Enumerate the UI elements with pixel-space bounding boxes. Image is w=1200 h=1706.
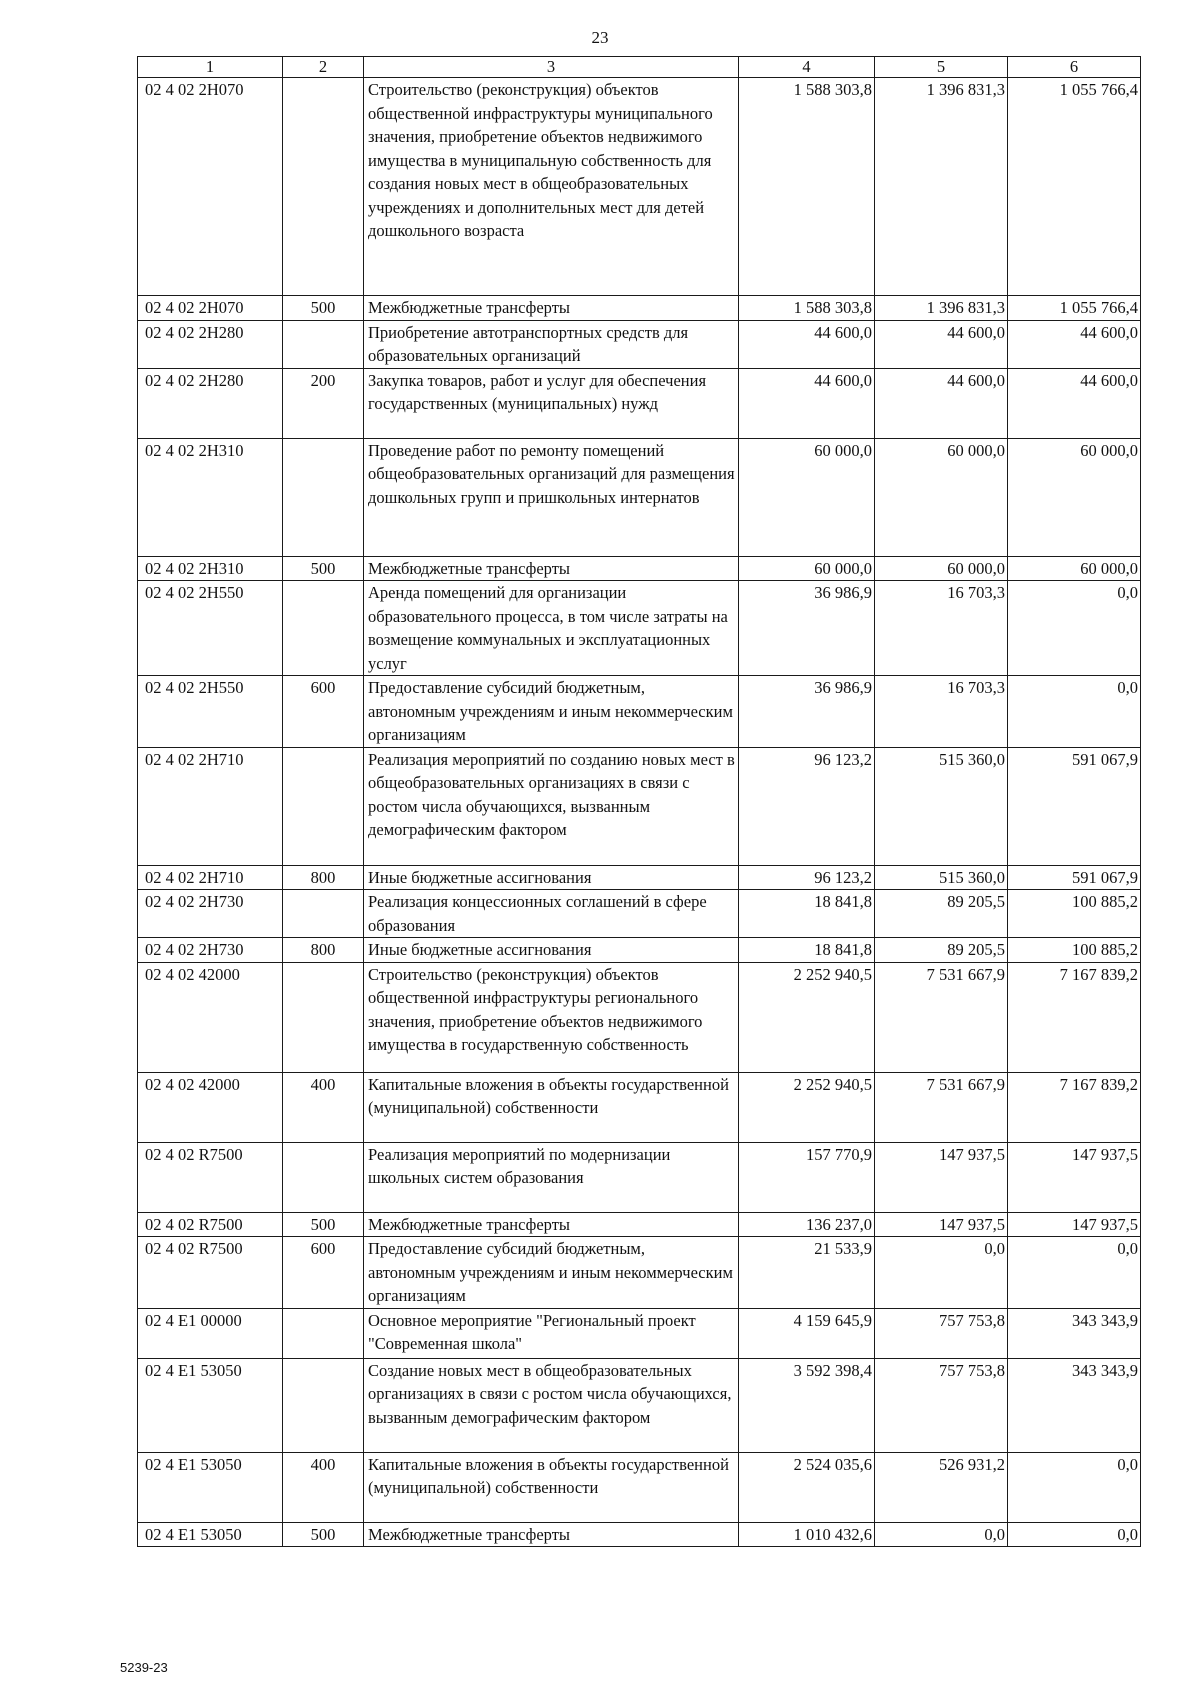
table-row — [138, 1237, 1141, 1309]
row-value-col6: 1 055 766,4 — [1008, 78, 1141, 296]
row-code-cell: 02 4 02 2Н550 — [138, 581, 283, 676]
row-value-col5: 89 205,5 — [875, 938, 1008, 963]
row-expense-type-cell — [283, 1308, 364, 1358]
row-value-col6: 7 167 839,2 — [1008, 962, 1141, 1072]
row-code-cell: 02 4 02 2Н730 — [138, 938, 283, 963]
table-row — [138, 581, 1141, 676]
row-code-cell: 02 4 02 2Н310 — [138, 556, 283, 581]
row-value-col5: 7 531 667,9 — [875, 962, 1008, 1072]
row-expense-type-cell — [283, 747, 364, 865]
row-name-cell: Межбюджетные трансферты — [364, 556, 739, 581]
row-code-cell: 02 4 02 2Н550 — [138, 676, 283, 748]
column-header: 2 — [283, 57, 364, 78]
row-name-cell: Капитальные вложения в объекты государственной (муниципальной) собственности — [364, 1452, 739, 1522]
row-value-col4: 44 600,0 — [739, 320, 875, 368]
row-expense-type-cell: 800 — [283, 938, 364, 963]
row-name-cell: Реализация концессионных соглашений в сфере образования — [364, 890, 739, 938]
table-row — [138, 865, 1141, 890]
row-code-cell: 02 4 E1 53050 — [138, 1522, 283, 1547]
table-row — [138, 1308, 1141, 1358]
row-code-cell: 02 4 E1 53050 — [138, 1452, 283, 1522]
row-value-col5: 757 753,8 — [875, 1308, 1008, 1358]
row-name-cell: Межбюджетные трансферты — [364, 1522, 739, 1547]
row-name-cell: Иные бюджетные ассигнования — [364, 938, 739, 963]
row-value-col6: 0,0 — [1008, 1237, 1141, 1309]
row-expense-type-cell: 500 — [283, 296, 364, 321]
row-code-cell: 02 4 02 2Н730 — [138, 890, 283, 938]
row-expense-type-cell: 400 — [283, 1072, 364, 1142]
row-code-cell: 02 4 02 2Н710 — [138, 747, 283, 865]
row-value-col4: 44 600,0 — [739, 368, 875, 438]
row-name-cell: Приобретение автотранспортных средств для образовательных организаций — [364, 320, 739, 368]
row-value-col6: 1 055 766,4 — [1008, 296, 1141, 321]
document-code: 5239-23 — [120, 1660, 168, 1675]
row-value-col5: 526 931,2 — [875, 1452, 1008, 1522]
row-expense-type-cell — [283, 890, 364, 938]
row-value-col4: 96 123,2 — [739, 747, 875, 865]
row-value-col4: 3 592 398,4 — [739, 1358, 875, 1452]
row-value-col6: 7 167 839,2 — [1008, 1072, 1141, 1142]
row-value-col5: 60 000,0 — [875, 556, 1008, 581]
row-name-cell: Аренда помещений для организации образовательного процесса, в том числе затраты на возмещение коммунальных и эксплуатационных услуг — [364, 581, 739, 676]
row-value-col5: 515 360,0 — [875, 747, 1008, 865]
row-value-col6: 0,0 — [1008, 581, 1141, 676]
table-row — [138, 938, 1141, 963]
row-name-cell: Строительство (реконструкция) объектов общественной инфраструктуры муниципального значения, приобретение объектов недвижимого имущества в муниципальную собственность для создания новых мест в общеобразовательных учреждениях и дополнительных мест для детей дошкольного возраста — [364, 78, 739, 296]
column-header: 1 — [138, 57, 283, 78]
row-expense-type-cell — [283, 438, 364, 556]
row-code-cell: 02 4 02 42000 — [138, 1072, 283, 1142]
row-name-cell: Реализация мероприятий по модернизации школьных систем образования — [364, 1142, 739, 1212]
row-name-cell: Создание новых мест в общеобразовательных организациях в связи с ростом числа обучающихся, вызванным демографическим фактором — [364, 1358, 739, 1452]
row-value-col6: 343 343,9 — [1008, 1308, 1141, 1358]
row-value-col4: 2 252 940,5 — [739, 962, 875, 1072]
row-value-col6: 343 343,9 — [1008, 1358, 1141, 1452]
table-row — [138, 368, 1141, 438]
row-value-col4: 96 123,2 — [739, 865, 875, 890]
row-value-col4: 21 533,9 — [739, 1237, 875, 1309]
row-value-col6: 100 885,2 — [1008, 938, 1141, 963]
row-value-col6: 100 885,2 — [1008, 890, 1141, 938]
column-header: 3 — [364, 57, 739, 78]
row-value-col4: 2 524 035,6 — [739, 1452, 875, 1522]
row-value-col5: 147 937,5 — [875, 1212, 1008, 1237]
table-row — [138, 438, 1141, 556]
row-value-col4: 1 588 303,8 — [739, 78, 875, 296]
table-row — [138, 556, 1141, 581]
table-row — [138, 320, 1141, 368]
table-row — [138, 890, 1141, 938]
row-value-col5: 44 600,0 — [875, 368, 1008, 438]
row-value-col5: 60 000,0 — [875, 438, 1008, 556]
row-code-cell: 02 4 E1 53050 — [138, 1358, 283, 1452]
column-header: 4 — [739, 57, 875, 78]
row-expense-type-cell: 200 — [283, 368, 364, 438]
row-value-col5: 44 600,0 — [875, 320, 1008, 368]
row-value-col4: 4 159 645,9 — [739, 1308, 875, 1358]
row-value-col6: 591 067,9 — [1008, 865, 1141, 890]
row-name-cell: Иные бюджетные ассигнования — [364, 865, 739, 890]
row-value-col4: 18 841,8 — [739, 890, 875, 938]
column-header: 6 — [1008, 57, 1141, 78]
budget-table — [137, 56, 1141, 1547]
row-expense-type-cell: 600 — [283, 676, 364, 748]
row-name-cell: Капитальные вложения в объекты государственной (муниципальной) собственности — [364, 1072, 739, 1142]
row-name-cell: Реализация мероприятий по созданию новых мест в общеобразовательных организациях в связи с ростом числа обучающихся, вызванным демографическим фактором — [364, 747, 739, 865]
row-code-cell: 02 4 02 2Н710 — [138, 865, 283, 890]
row-name-cell: Закупка товаров, работ и услуг для обеспечения государственных (муниципальных) нужд — [364, 368, 739, 438]
row-value-col5: 757 753,8 — [875, 1358, 1008, 1452]
row-name-cell: Строительство (реконструкция) объектов общественной инфраструктуры регионального значения, приобретение объектов недвижимого имущества в государственную собственность — [364, 962, 739, 1072]
table-row — [138, 1522, 1141, 1547]
row-value-col6: 591 067,9 — [1008, 747, 1141, 865]
row-name-cell: Основное мероприятие "Региональный проект "Современная школа" — [364, 1308, 739, 1358]
row-value-col4: 60 000,0 — [739, 438, 875, 556]
row-code-cell: 02 4 02 2Н280 — [138, 320, 283, 368]
row-code-cell: 02 4 02 R7500 — [138, 1237, 283, 1309]
table-row — [138, 296, 1141, 321]
row-value-col6: 0,0 — [1008, 1522, 1141, 1547]
row-value-col6: 147 937,5 — [1008, 1142, 1141, 1212]
row-name-cell: Межбюджетные трансферты — [364, 1212, 739, 1237]
row-code-cell: 02 4 02 2Н310 — [138, 438, 283, 556]
row-value-col6: 44 600,0 — [1008, 368, 1141, 438]
table-row — [138, 962, 1141, 1072]
page-number: 23 — [591, 28, 609, 47]
row-value-col4: 60 000,0 — [739, 556, 875, 581]
row-value-col5: 515 360,0 — [875, 865, 1008, 890]
row-expense-type-cell: 600 — [283, 1237, 364, 1309]
row-code-cell: 02 4 E1 00000 — [138, 1308, 283, 1358]
table-row — [138, 676, 1141, 748]
table-row — [138, 1072, 1141, 1142]
table-row — [138, 78, 1141, 296]
row-code-cell: 02 4 02 2Н070 — [138, 78, 283, 296]
row-expense-type-cell: 800 — [283, 865, 364, 890]
row-expense-type-cell — [283, 320, 364, 368]
row-value-col5: 1 396 831,3 — [875, 78, 1008, 296]
row-code-cell: 02 4 02 2Н070 — [138, 296, 283, 321]
row-value-col4: 136 237,0 — [739, 1212, 875, 1237]
row-code-cell: 02 4 02 2Н280 — [138, 368, 283, 438]
row-value-col4: 1 010 432,6 — [739, 1522, 875, 1547]
table-row — [138, 1452, 1141, 1522]
row-value-col4: 2 252 940,5 — [739, 1072, 875, 1142]
row-value-col5: 0,0 — [875, 1522, 1008, 1547]
row-expense-type-cell: 500 — [283, 1212, 364, 1237]
row-value-col6: 60 000,0 — [1008, 556, 1141, 581]
row-expense-type-cell: 400 — [283, 1452, 364, 1522]
row-value-col5: 89 205,5 — [875, 890, 1008, 938]
row-expense-type-cell — [283, 962, 364, 1072]
row-expense-type-cell — [283, 1142, 364, 1212]
row-value-col6: 60 000,0 — [1008, 438, 1141, 556]
row-code-cell: 02 4 02 R7500 — [138, 1212, 283, 1237]
row-name-cell: Межбюджетные трансферты — [364, 296, 739, 321]
row-value-col6: 0,0 — [1008, 1452, 1141, 1522]
column-header: 5 — [875, 57, 1008, 78]
row-value-col4: 36 986,9 — [739, 581, 875, 676]
row-expense-type-cell: 500 — [283, 1522, 364, 1547]
row-value-col6: 0,0 — [1008, 676, 1141, 748]
row-value-col5: 16 703,3 — [875, 676, 1008, 748]
row-value-col4: 1 588 303,8 — [739, 296, 875, 321]
row-expense-type-cell: 500 — [283, 556, 364, 581]
row-value-col4: 157 770,9 — [739, 1142, 875, 1212]
row-code-cell: 02 4 02 R7500 — [138, 1142, 283, 1212]
table-row — [138, 747, 1141, 865]
row-value-col5: 7 531 667,9 — [875, 1072, 1008, 1142]
row-expense-type-cell — [283, 581, 364, 676]
row-name-cell: Проведение работ по ремонту помещений общеобразовательных организаций для размещения дошкольных групп и пришкольных интернатов — [364, 438, 739, 556]
row-name-cell: Предоставление субсидий бюджетным, автономным учреждениям и иным некоммерческим организациям — [364, 676, 739, 748]
row-value-col5: 0,0 — [875, 1237, 1008, 1309]
row-value-col5: 1 396 831,3 — [875, 296, 1008, 321]
row-value-col4: 36 986,9 — [739, 676, 875, 748]
table-row — [138, 1142, 1141, 1212]
row-expense-type-cell — [283, 78, 364, 296]
row-value-col6: 44 600,0 — [1008, 320, 1141, 368]
row-value-col5: 16 703,3 — [875, 581, 1008, 676]
table-row — [138, 1212, 1141, 1237]
table-row — [138, 1358, 1141, 1452]
table-header-row — [138, 57, 1141, 78]
row-expense-type-cell — [283, 1358, 364, 1452]
row-value-col5: 147 937,5 — [875, 1142, 1008, 1212]
table-body — [138, 78, 1141, 1547]
row-value-col6: 147 937,5 — [1008, 1212, 1141, 1237]
row-code-cell: 02 4 02 42000 — [138, 962, 283, 1072]
row-name-cell: Предоставление субсидий бюджетным, автономным учреждениям и иным некоммерческим организациям — [364, 1237, 739, 1309]
row-value-col4: 18 841,8 — [739, 938, 875, 963]
